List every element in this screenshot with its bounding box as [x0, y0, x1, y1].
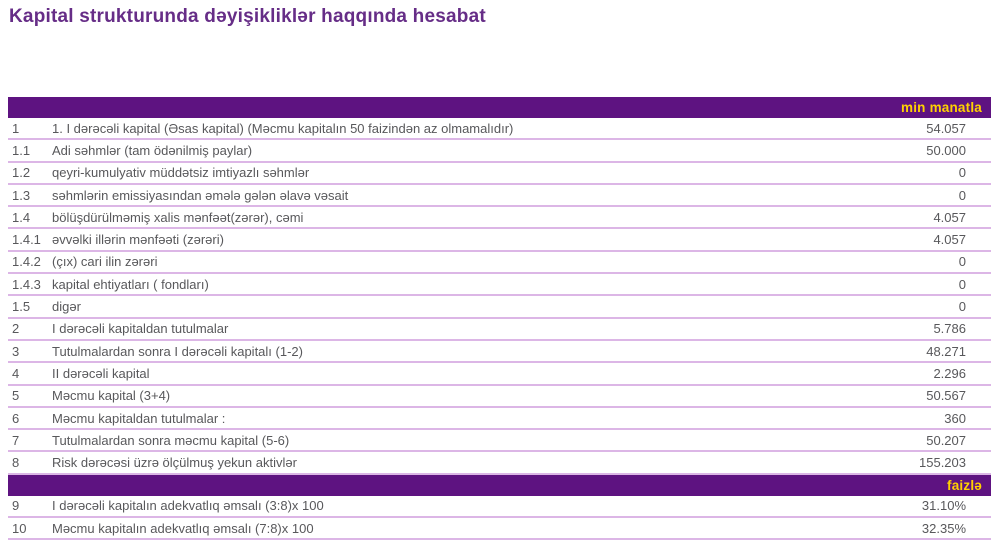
row-value: 2.296 [933, 365, 966, 381]
rows-main-section [8, 118, 991, 475]
table-row [8, 386, 991, 408]
table-row [8, 163, 991, 185]
row-value: 5.786 [933, 321, 966, 337]
table-row [8, 518, 991, 540]
table-row [8, 452, 991, 474]
row-value: 31.10% [921, 498, 966, 514]
row-label: Məcmu kapital (3+4) [52, 388, 171, 404]
row-label: 1. I dərəcəli kapital (Əsas kapital) (Məcmu kapitalın 50 faizindən az olmamalıdır) [52, 120, 514, 136]
row-value: 0 [958, 187, 966, 203]
row-label: Məcmu kapitaldan tutulmalar : [52, 410, 226, 426]
row-label: Risk dərəcəsi üzrə ölçülmuş yekun aktivlər [52, 455, 297, 471]
row-label: I dərəcəli kapitaldan tutulmalar [52, 321, 229, 337]
row-number: 1.1 [12, 142, 31, 158]
row-label: II dərəcəli kapital [52, 365, 150, 381]
row-number: 1.3 [12, 187, 31, 203]
unit-header-bar-faizle [8, 475, 991, 496]
row-number: 6 [12, 410, 20, 426]
row-value: 155.203 [919, 455, 966, 471]
row-label: bölüşdürülməmiş xalis mənfəət(zərər), cəmi [52, 209, 304, 225]
table-row [8, 408, 991, 430]
row-number: 7 [12, 432, 20, 448]
unit-label-faizle: faizlə [947, 477, 982, 493]
table-row [8, 118, 991, 140]
table-row [8, 496, 991, 518]
row-label: Tutulmalardan sonra məcmu kapital (5-6) [52, 432, 290, 448]
row-label: əvvəlki illərin mənfəəti (zərəri) [52, 232, 224, 248]
row-value: 50.207 [926, 432, 966, 448]
row-label: Adi səhmlər (tam ödənilmiş paylar) [52, 142, 253, 158]
table-row [8, 252, 991, 274]
row-value: 0 [958, 254, 966, 270]
row-label: kapital ehtiyatları ( fondları) [52, 276, 209, 292]
row-number: 1.5 [12, 299, 31, 315]
row-value: 0 [958, 299, 966, 315]
row-number: 1.4.2 [12, 254, 41, 270]
row-number: 10 [12, 520, 27, 536]
row-number: 5 [12, 388, 20, 404]
capital-structure-table [8, 97, 991, 540]
row-label: səhmlərin emissiyasından əmələ gələn əlavə vəsait [52, 187, 349, 203]
table-row [8, 363, 991, 385]
table-row [8, 140, 991, 162]
row-label: digər [52, 299, 81, 315]
table-row [8, 185, 991, 207]
row-value: 0 [958, 276, 966, 292]
row-number: 1.4.1 [12, 232, 41, 248]
row-value: 0 [958, 165, 966, 181]
unit-label-min-manatla: min manatla [901, 100, 982, 115]
row-label: (çıx) cari ilin zərəri [52, 254, 158, 270]
row-number: 1.2 [12, 165, 31, 181]
row-value: 50.000 [926, 142, 966, 158]
table-row [8, 430, 991, 452]
row-number: 1.4.3 [12, 276, 41, 292]
unit-header-bar-min-manatla [8, 97, 991, 118]
row-value: 4.057 [933, 209, 966, 225]
row-number: 9 [12, 498, 20, 514]
rows-percent-section [8, 496, 991, 541]
table-row [8, 341, 991, 363]
row-number: 2 [12, 321, 20, 337]
table-row [8, 274, 991, 296]
row-label: qeyri-kumulyativ müddətsiz imtiyazlı səhmlər [52, 165, 310, 181]
row-value: 50.567 [926, 388, 966, 404]
row-value: 4.057 [933, 232, 966, 248]
row-number: 1.4 [12, 209, 31, 225]
row-value: 48.271 [926, 343, 966, 359]
row-value: 360 [944, 410, 966, 426]
table-row [8, 207, 991, 229]
table-row [8, 296, 991, 318]
row-value: 32.35% [921, 520, 966, 536]
table-row [8, 319, 991, 341]
table-row [8, 229, 991, 251]
row-label: Məcmu kapitalın adekvatlıq əmsalı (7:8)x 100 [52, 520, 314, 536]
row-number: 3 [12, 343, 20, 359]
row-value: 54.057 [926, 120, 966, 136]
row-number: 4 [12, 365, 20, 381]
row-number: 8 [12, 455, 20, 471]
page-title: Kapital strukturunda dəyişikliklər haqqında hesabat [9, 6, 486, 27]
row-label: I dərəcəli kapitalın adekvatlıq əmsalı (3:8)x 100 [52, 498, 324, 514]
row-label: Tutulmalardan sonra I dərəcəli kapitalı (1-2) [52, 343, 303, 359]
row-number: 1 [12, 120, 20, 136]
